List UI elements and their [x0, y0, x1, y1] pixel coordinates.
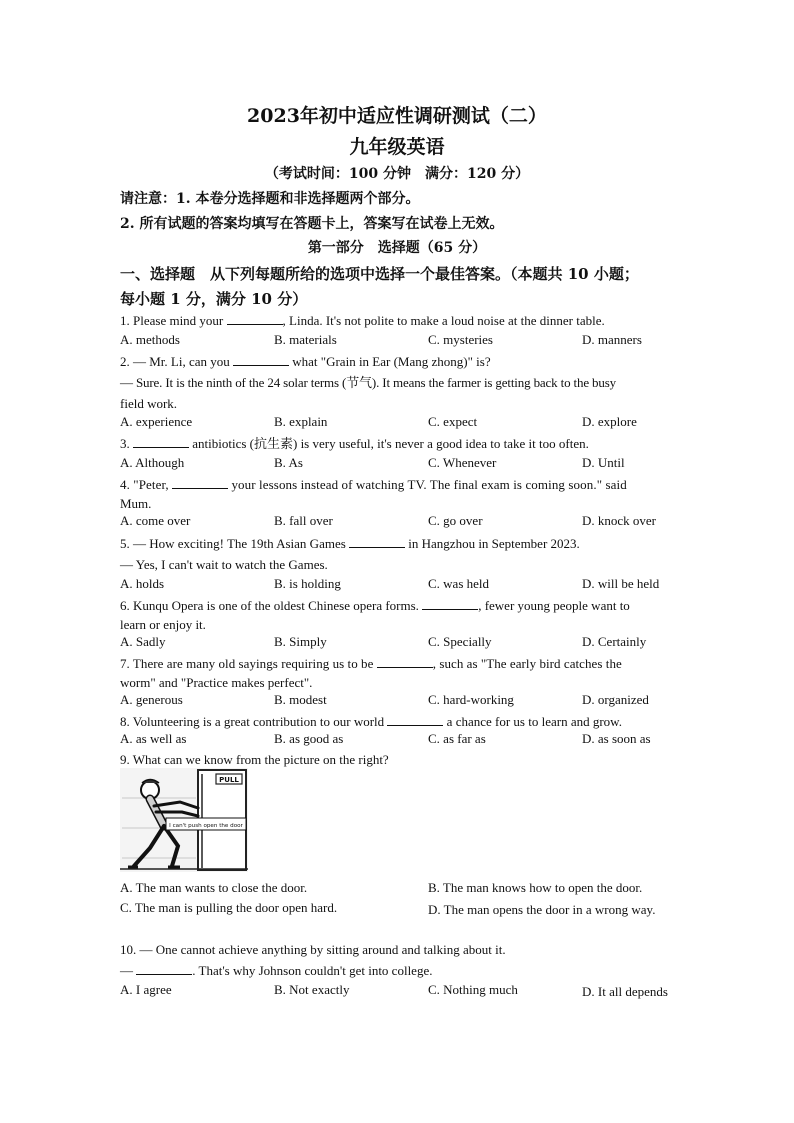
answer-blank [422, 597, 478, 610]
option-d: D. The man opens the door in a wrong way. [428, 902, 656, 917]
option-d: D. as soon as [582, 731, 651, 746]
option-a: A. come over [120, 513, 191, 528]
option-a: A. Although [120, 455, 185, 470]
question-text: 6. Kunqu Opera is one of the oldest Chinese opera forms. [120, 598, 423, 613]
option-c: C. Specially [428, 634, 492, 649]
option-b: B. is holding [274, 576, 341, 591]
question-6-line-2: learn or enjoy it. [120, 617, 206, 632]
question-text: . That's why Johnson couldn't get into college. [192, 963, 433, 978]
question-7-line-2: worm" and "Practice makes perfect". [120, 675, 313, 690]
question-5-line-2: — Yes, I can't wait to watch the Games. [120, 557, 328, 572]
option-b: B. materials [274, 332, 337, 347]
option-d: D. knock over [582, 513, 657, 528]
option-b: B. fall over [274, 513, 333, 528]
door-cartoon-image [120, 768, 248, 872]
question-4 [120, 475, 676, 494]
option-c: C. as far as [428, 731, 486, 746]
option-a: A. holds [120, 576, 165, 591]
note-line-1: 请注意：1. 本卷分选择题和非选择题两个部分。 [120, 191, 420, 207]
question-1 [120, 311, 676, 330]
option-a: A. experience [120, 414, 193, 429]
part-heading: 第一部分 选择题（65 分） [307, 240, 487, 256]
question-9: 9. What can we know from the picture on the right? [120, 752, 389, 767]
question-3 [120, 434, 676, 453]
question-10-line-2 [120, 961, 676, 980]
option-c: C. The man is pulling the door open hard. [120, 900, 338, 915]
answer-blank [133, 435, 189, 448]
option-b: B. explain [274, 414, 328, 429]
option-c: C. Nothing much [428, 982, 518, 997]
answer-blank [227, 312, 283, 325]
note-line-2: 2. 所有试题的答案均填写在答题卡上，答案写在试卷上无效。 [120, 216, 504, 232]
question-text: 4. "Peter, [120, 477, 173, 492]
option-d: D. manners [582, 332, 642, 347]
question-2 [120, 352, 676, 371]
question-6 [120, 596, 676, 615]
option-b: B. Simply [274, 634, 327, 649]
option-b: B. Not exactly [274, 982, 350, 997]
answer-blank [233, 353, 289, 366]
option-b: B. As [274, 455, 303, 470]
question-7 [120, 654, 676, 673]
question-text: a chance for us to learn and grow. [443, 714, 622, 729]
option-d: D. organized [582, 692, 649, 707]
option-d: D. will be held [582, 576, 660, 591]
option-a: A. I agree [120, 982, 172, 997]
answer-blank [349, 535, 405, 548]
option-b: B. as good as [274, 731, 344, 746]
question-text: 5. — How exciting! The 19th Asian Games [120, 536, 350, 551]
option-d: D. It all depends [582, 984, 668, 999]
option-c: C. mysteries [428, 332, 493, 347]
answer-blank [387, 713, 443, 726]
question-text: , such as "The early bird catches the [432, 656, 622, 671]
question-text: what "Grain in Ear (Mang zhong)" is? [289, 354, 491, 369]
section-instruction-1: 一、选择题 从下列每题所给的选项中选择一个最佳答案。（本题共 10 小题； [120, 265, 639, 283]
question-10: 10. — One cannot achieve anything by sitting around and talking about it. [120, 942, 506, 957]
speech-text: I can't push open the door [169, 823, 243, 829]
question-text: 2. — Mr. Li, can you [120, 354, 234, 369]
section-instruction-2: 每小题 1 分，满分 10 分） [120, 290, 308, 308]
option-d: D. explore [582, 414, 637, 429]
question-5 [120, 534, 676, 553]
option-c: C. go over [428, 513, 483, 528]
option-a: A. generous [120, 692, 183, 707]
question-text: antibiotics (抗生素) is very useful, it's never a good idea to take it too often. [189, 436, 589, 451]
answer-blank [377, 655, 433, 668]
option-c: C. was held [428, 576, 490, 591]
option-a: A. methods [120, 332, 180, 347]
question-text: 3. [120, 436, 133, 451]
option-d: D. Until [582, 455, 625, 470]
question-text: 7. There are many old sayings requiring us to be [120, 656, 377, 671]
option-c: C. Whenever [428, 455, 497, 470]
exam-info: （考试时间：100 分钟 满分：120 分） [264, 166, 530, 182]
option-a: A. Sadly [120, 634, 166, 649]
question-text: , Linda. It's not polite to make a loud noise at the dinner table. [282, 313, 605, 328]
option-a: A. as well as [120, 731, 187, 746]
pull-sign-text: PULL [219, 776, 239, 784]
option-b: B. modest [274, 692, 327, 707]
option-c: C. expect [428, 414, 478, 429]
answer-blank [172, 476, 228, 489]
question-text: — [120, 963, 137, 978]
question-8 [120, 712, 676, 731]
question-text: 1. Please mind your [120, 313, 227, 328]
exam-subject: 九年级英语 [349, 136, 445, 158]
option-d: D. Certainly [582, 634, 647, 649]
option-b: B. The man knows how to open the door. [428, 880, 643, 895]
question-text: your lessons instead of watching TV. The final exam is coming soon." said [228, 477, 627, 492]
option-a: A. The man wants to close the door. [120, 880, 308, 895]
question-4-line-2: Mum. [120, 496, 152, 511]
question-2-line-3: field work. [120, 396, 178, 411]
question-text: , fewer young people want to [478, 598, 630, 613]
question-2-line-2: — Sure. It is the ninth of the 24 solar terms (节气). It means the farmer is getting back to the busy [120, 375, 617, 390]
exam-title: 2023年初中适应性调研测试（二） [247, 105, 547, 127]
option-c: C. hard-working [428, 692, 514, 707]
answer-blank [136, 962, 192, 975]
question-text: in Hangzhou in September 2023. [405, 536, 580, 551]
question-text: 8. Volunteering is a great contribution to our world [120, 714, 388, 729]
